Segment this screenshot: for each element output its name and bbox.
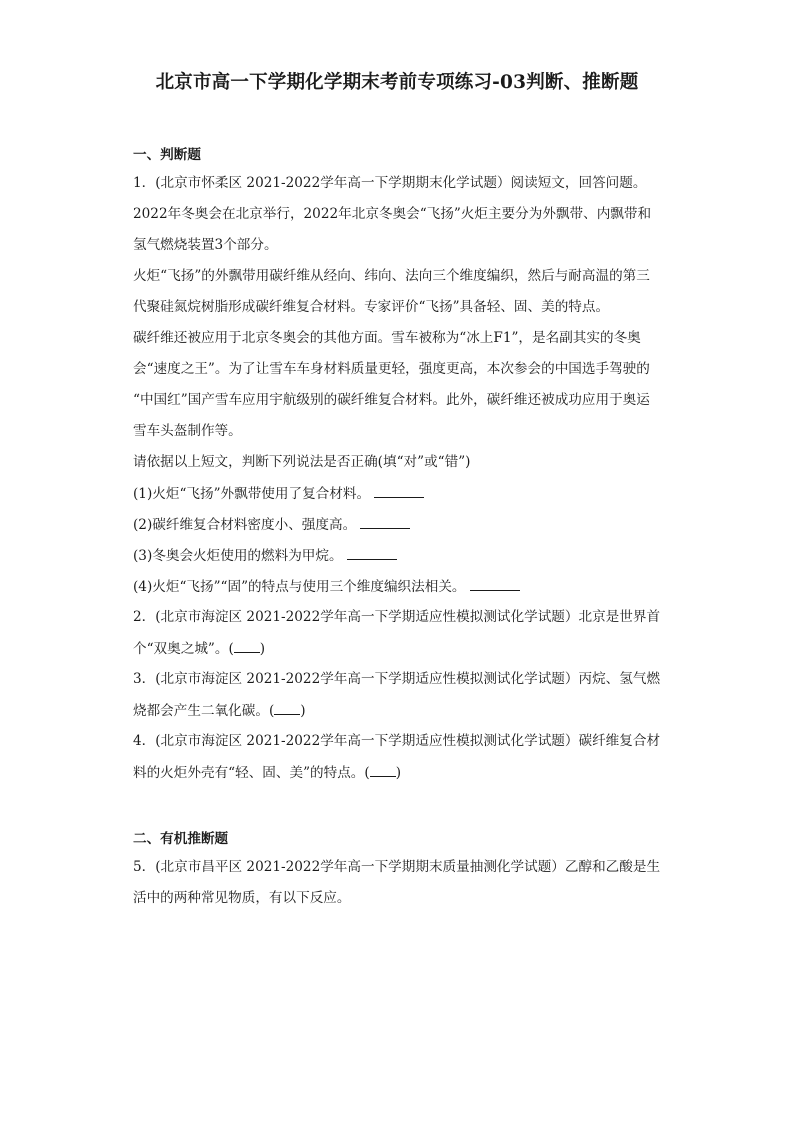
q1-line-1: 1．(北京市怀柔区 2021-2022学年高一下学期期末化学试题）阅读短文，回答问题。 xyxy=(133,175,647,191)
q1-sub-1 xyxy=(133,483,424,503)
answer-blank[interactable] xyxy=(374,483,424,498)
q1-line-4: 火炬“飞扬”的外飘带用碳纤维从经向、纬向、法向三个维度编织，然后与耐高温的第三 xyxy=(133,268,650,284)
q4-line-2-text: 料的火炬外壳有“轻、固、美”的特点。 xyxy=(133,765,365,781)
q3-line-2-text: 烧都会产生二氧化碳。 xyxy=(133,703,269,719)
answer-paren-blank[interactable] xyxy=(364,762,401,783)
answer-paren-blank[interactable] xyxy=(228,638,265,659)
q1-sub-4 xyxy=(133,576,520,596)
paren-close: ) xyxy=(300,703,306,719)
q1-line-9: 雪车头盔制作等。 xyxy=(133,423,242,439)
paren-open: ( xyxy=(364,765,370,781)
paren-open: ( xyxy=(228,641,234,657)
answer-blank[interactable] xyxy=(470,576,520,591)
page-title: 北京市高一下学期化学期末考前专项练习-03判断、推断题 xyxy=(155,72,639,93)
paren-open: ( xyxy=(268,703,275,719)
q1-line-2: 2022年冬奥会在北京举行，2022年北京冬奥会“飞扬”火炬主要分为外飘带、内飘带和 xyxy=(133,206,652,222)
q3-line-1: 3．(北京市海淀区 2021-2022学年高一下学期适应性模拟测试化学试题）丙烷、氢气燃 xyxy=(133,671,661,687)
q1-line-8: “中国红”国产雪车应用宇航级别的碳纤维复合材料。此外，碳纤维还被成功应用于奥运 xyxy=(133,392,650,408)
section-heading-judgment: 一、判断题 xyxy=(133,147,201,163)
answer-paren-blank[interactable] xyxy=(269,700,306,721)
paren-close: ) xyxy=(259,641,266,657)
q1-sub-3 xyxy=(133,545,397,565)
section-heading-organic: 二、有机推断题 xyxy=(133,831,229,847)
q1-line-7: 会“速度之王”。为了让雪车车身材料质量更轻，强度更高，本次参会的中国选手驾驶的 xyxy=(133,361,650,377)
q2-line-2-text: 个“双奥之城”。 xyxy=(133,641,229,657)
q2-line-1: 2．(北京市海淀区 2021-2022学年高一下学期适应性模拟测试化学试题）北京是世界首 xyxy=(133,609,661,625)
q4-line-1: 4．(北京市海淀区 2021-2022学年高一下学期适应性模拟测试化学试题）碳纤维复合材 xyxy=(133,733,661,749)
paren-underline xyxy=(370,762,396,777)
q1-sub-3-text: (3)冬奥会火炬使用的燃料为甲烷。 xyxy=(133,548,343,564)
answer-blank[interactable] xyxy=(360,514,410,529)
paren-close: ) xyxy=(395,765,402,781)
q1-sub-2 xyxy=(133,514,410,534)
q1-line-5: 代聚硅氮烷树脂形成碳纤维复合材料。专家评价“飞扬”具备轻、固、美的特点。 xyxy=(133,299,610,315)
answer-blank[interactable] xyxy=(347,545,397,560)
q1-sub-1-text: (1)火炬“飞扬”外飘带使用了复合材料。 xyxy=(133,486,371,502)
q1-sub-4-text: (4)火炬“飞扬”“固”的特点与使用三个维度编织法相关。 xyxy=(133,579,466,595)
q5-line-2: 活中的两种常见物质，有以下反应。 xyxy=(133,890,351,906)
paren-underline xyxy=(234,638,260,653)
q1-line-6: 碳纤维还被应用于北京冬奥会的其他方面。雪车被称为“冰上F1”，是名副其实的冬奥 xyxy=(133,330,641,346)
q2-line-2 xyxy=(133,638,265,658)
q3-line-2 xyxy=(133,700,306,720)
q1-sub-2-text: (2)碳纤维复合材料密度小、强度高。 xyxy=(133,517,357,533)
q1-line-3: 氢气燃烧装置3个部分。 xyxy=(133,237,278,253)
q5-line-1: 5．(北京市昌平区 2021-2022学年高一下学期期末质量抽测化学试题）乙醇和乙酸是生 xyxy=(133,859,661,875)
q1-line-10: 请依据以上短文，判断下列说法是否正确(填“对”或“错”) xyxy=(133,454,471,470)
paren-underline xyxy=(274,700,300,715)
q4-line-2 xyxy=(133,762,401,782)
